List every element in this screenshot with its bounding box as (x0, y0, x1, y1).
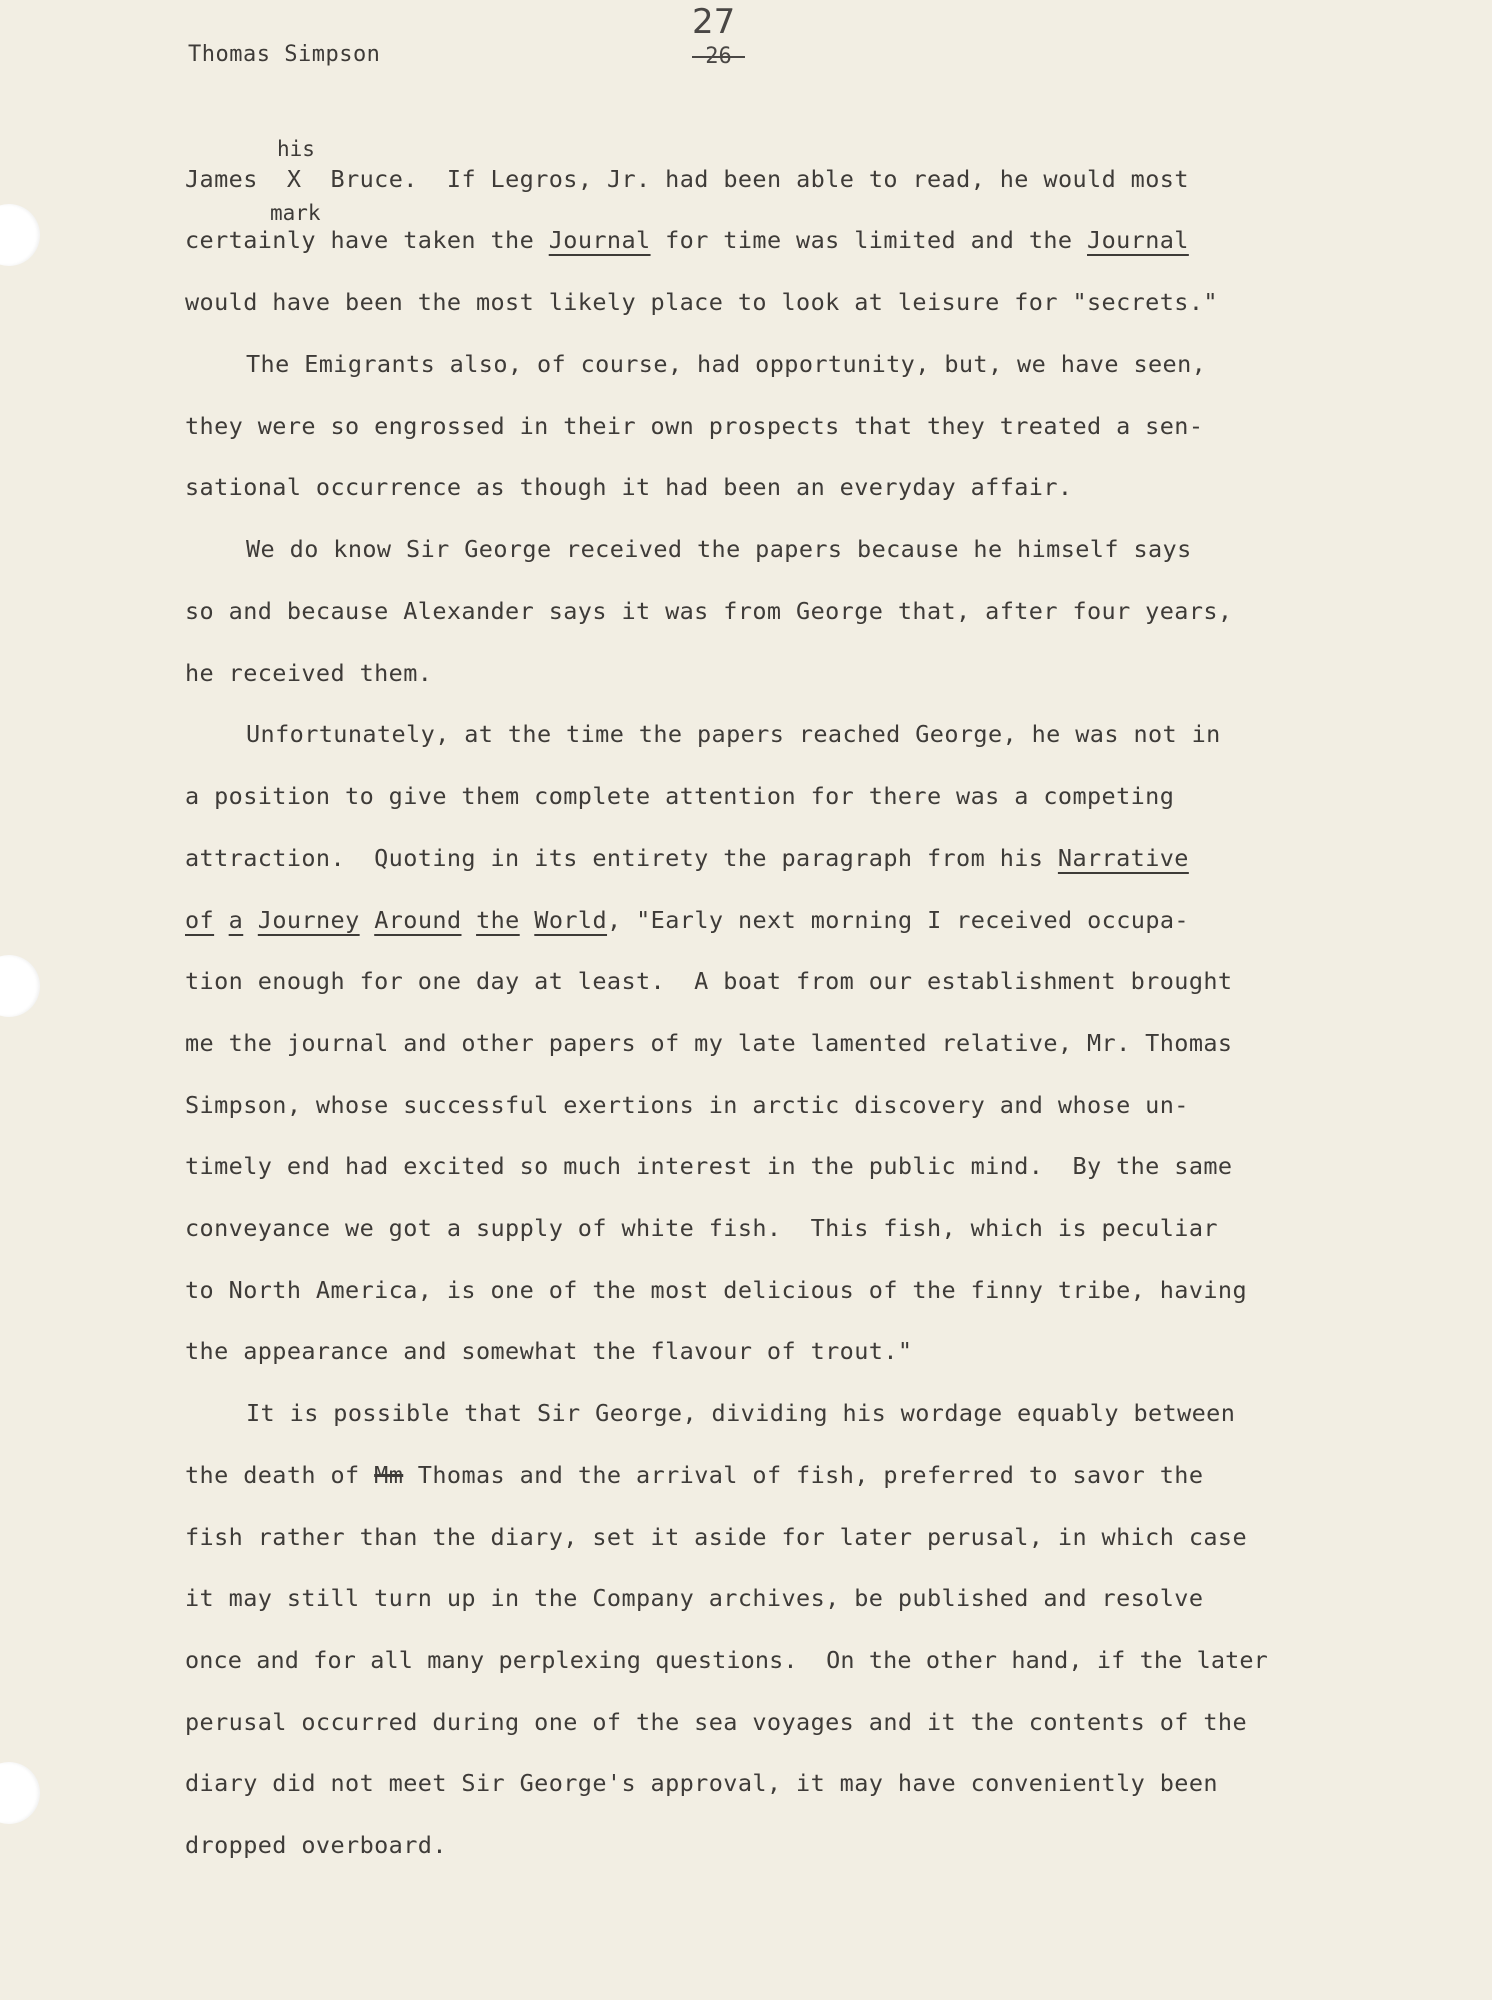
body-line: attraction. Quoting in its entirety the paragraph from his Narrative (185, 844, 1189, 872)
journal-underlined: Journal (548, 226, 651, 254)
body-line: the death of Mm Thomas and the arrival of fish, preferred to savor the (185, 1461, 1204, 1489)
body-line: of a Journey Around the World, "Early next morning I received occupa- (185, 906, 1189, 934)
body-line: once and for all many perplexing questions. On the other hand, if the later (185, 1646, 1268, 1674)
page-number-typed-struck: -26- (692, 44, 745, 69)
page-number-handwritten: 27 (692, 2, 736, 42)
signature-x-mark: X (286, 165, 302, 193)
body-line: sational occurrence as though it had been an everyday affair. (185, 473, 1073, 501)
body-line: dropped overboard. (185, 1831, 447, 1859)
body-line: perusal occurred during one of the sea voyages and it the contents of the (185, 1708, 1248, 1736)
body-line: it may still turn up in the Company archives, be published and resolve (185, 1584, 1204, 1612)
binder-hole-top (0, 204, 40, 266)
body-line: they were so engrossed in their own prospects that they treated a sen- (185, 412, 1204, 440)
body-line: fish rather than the diary, set it aside for later perusal, in which case (185, 1523, 1248, 1551)
body-line: Simpson, whose successful exertions in arctic discovery and whose un- (185, 1091, 1189, 1119)
body-line: he received them. (185, 659, 433, 687)
body-line: me the journal and other papers of my late lamented relative, Mr. Thomas (185, 1029, 1233, 1057)
struck-typo: Mm (374, 1461, 404, 1489)
signature-mark-word: mark (270, 201, 321, 225)
body-line: Unfortunately, at the time the papers reached George, he was not in (246, 720, 1221, 748)
body-line: conveyance we got a supply of white fish. This fish, which is peculiar (185, 1214, 1218, 1242)
body-line (185, 165, 1189, 193)
body-line: The Emigrants also, of course, had opportunity, but, we have seen, (246, 350, 1207, 378)
body-line: would have been the most likely place to look at leisure for "secrets." (185, 288, 1218, 316)
body-line: diary did not meet Sir George's approval, it may have conveniently been (185, 1769, 1218, 1797)
running-head: Thomas Simpson (188, 42, 381, 67)
body-line: a position to give them complete attention for there was a competing (185, 782, 1175, 810)
body-line: the appearance and somewhat the flavour of trout." (185, 1337, 913, 1365)
signatory-name: James (185, 165, 258, 193)
journal-underlined: Journal (1087, 226, 1189, 254)
narrative-title-underlined: Narrative (1057, 844, 1189, 872)
binder-hole-bottom (0, 1762, 40, 1824)
signature-his: his (277, 137, 315, 161)
body-line: certainly have taken the Journal for time was limited and the Journal (185, 226, 1189, 254)
body-line: to North America, is one of the most delicious of the finny tribe, having (185, 1276, 1248, 1304)
body-line: We do know Sir George received the papers because he himself says (246, 535, 1192, 563)
body-text: Bruce. If Legros, Jr. had been able to read, he would most (330, 165, 1189, 193)
body-line: tion enough for one day at least. A boat from our establishment brought (185, 967, 1233, 995)
body-line: timely end had excited so much interest in the public mind. By the same (185, 1152, 1233, 1180)
binder-hole-middle (0, 955, 40, 1017)
body-line: It is possible that Sir George, dividing his wordage equably between (246, 1399, 1236, 1427)
body-line: so and because Alexander says it was from George that, after four years, (185, 597, 1233, 625)
